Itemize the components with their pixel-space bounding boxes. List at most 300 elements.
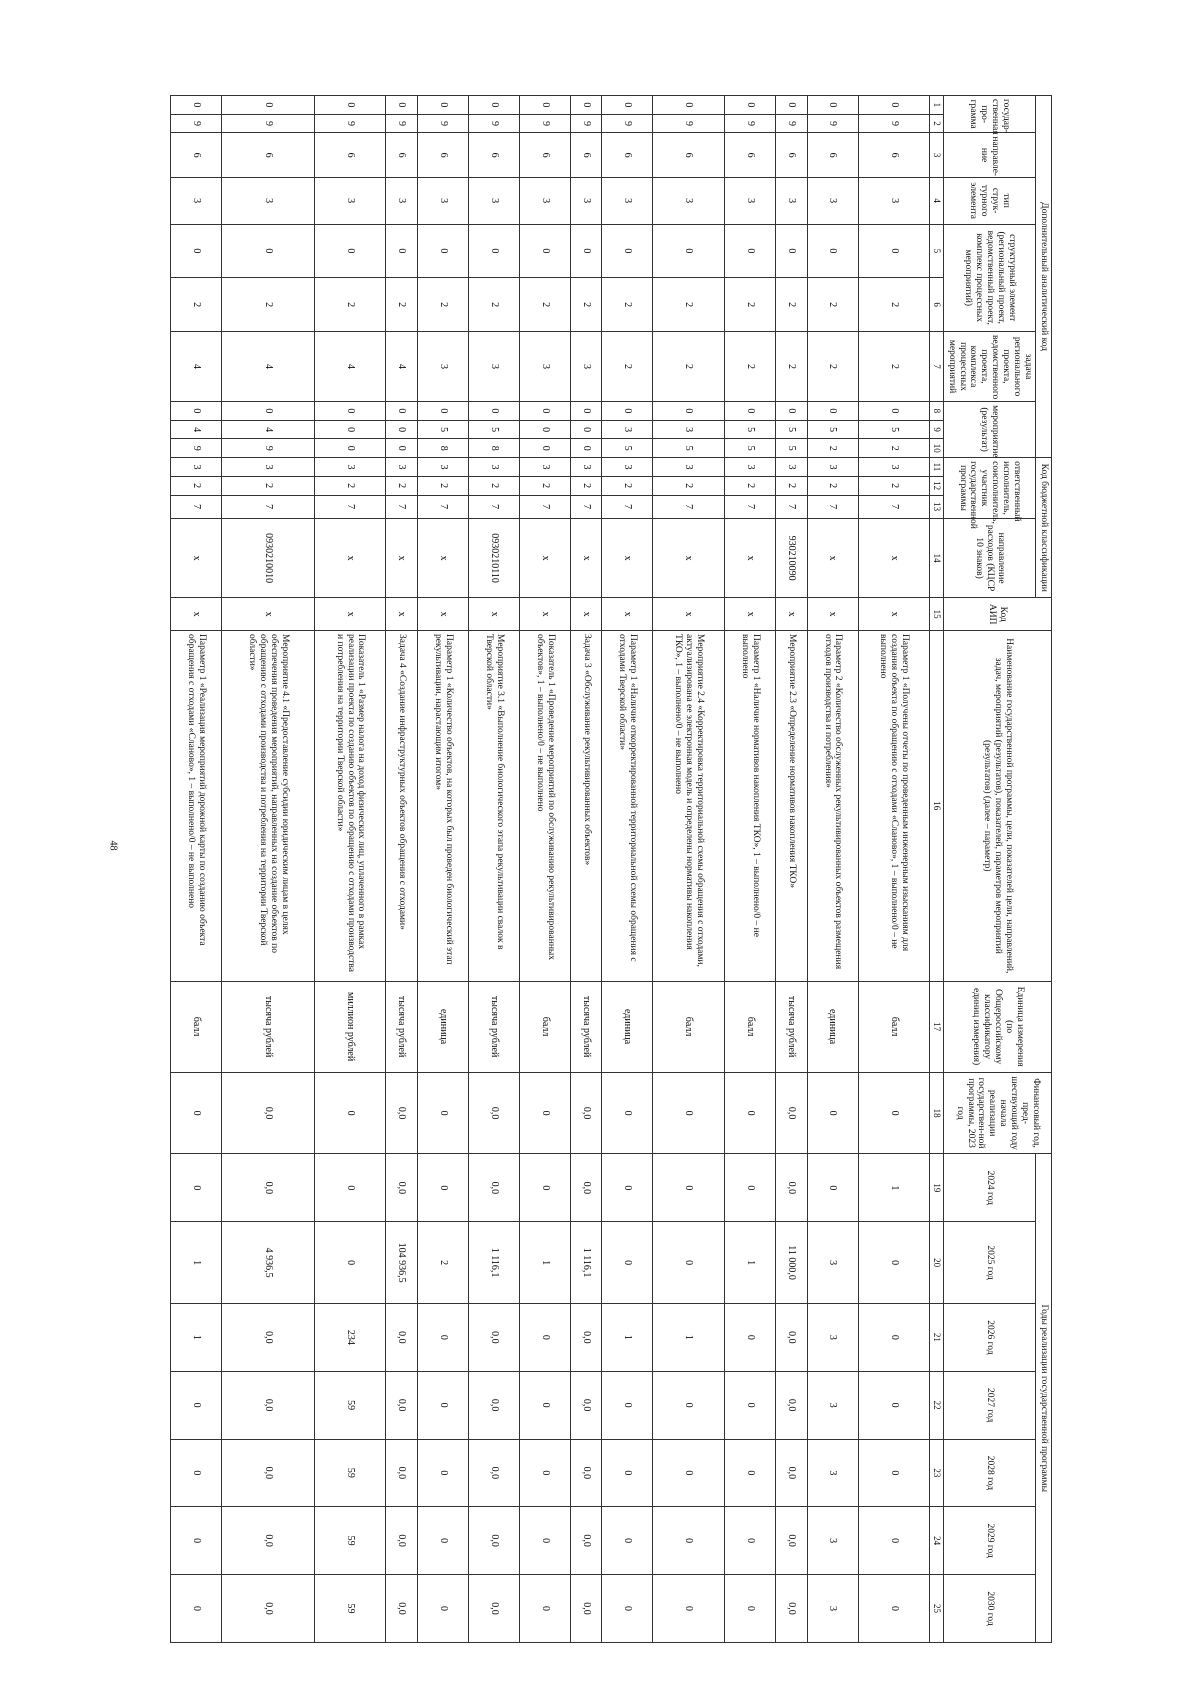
code-cell: 6	[725, 133, 776, 177]
value-cell: 0	[858, 1575, 930, 1643]
code-cell: 0	[314, 420, 386, 439]
expense-direction-header: направление расходов (КЦСР 10 знаков)	[943, 518, 1035, 597]
code-cell: 4	[171, 331, 222, 401]
code-cell: 0	[776, 224, 807, 278]
value-cell: 0	[417, 1072, 468, 1154]
value-cell: 0	[653, 1507, 725, 1575]
code-cell: 3	[858, 177, 930, 224]
unit-cell: единица	[417, 981, 468, 1072]
code-cell: 0	[519, 224, 570, 278]
budget-table-sheet	[170, 95, 1052, 1643]
code-cell: 2	[386, 476, 417, 495]
code-cell: 7	[222, 495, 315, 518]
unit-cell: тысяча рублей	[570, 981, 601, 1072]
code-cell: 0930210110	[468, 518, 519, 597]
code-cell: 6	[171, 133, 222, 177]
code-cell: x	[725, 598, 776, 631]
value-cell: 234	[314, 1304, 386, 1372]
value-cell: 0	[858, 1222, 930, 1304]
code-cell: 7	[570, 495, 601, 518]
name-cell: Параметр 1 «Реализация мероприятий дорожной карты по созданию объекта обращения с отходами «Сланово», 1 – выполнено/0 – не выполнено	[171, 631, 222, 982]
code-cell: 0	[171, 96, 222, 115]
code-cell: 0	[725, 96, 776, 115]
code-cell: 6	[386, 133, 417, 177]
code-cell: 7	[417, 495, 468, 518]
unit-cell: тысяча рублей	[468, 981, 519, 1072]
code-cell: 8	[417, 439, 468, 458]
value-cell: 0	[171, 1507, 222, 1575]
table-row	[171, 96, 222, 1643]
code-cell: 2	[570, 476, 601, 495]
code-cell: 0	[386, 224, 417, 278]
value-cell: 0,0	[776, 1072, 807, 1154]
value-cell: 0	[725, 1371, 776, 1439]
year-header: 2027 год	[943, 1371, 1035, 1439]
code-cell: x	[602, 598, 653, 631]
code-cell: 7	[725, 495, 776, 518]
code-cell: 9	[468, 114, 519, 133]
table-row	[570, 96, 601, 1643]
value-cell: 2	[417, 1222, 468, 1304]
code-cell: 3	[417, 458, 468, 477]
value-cell: 1	[858, 1154, 930, 1222]
code-cell: 5	[653, 439, 725, 458]
column-number: 14	[930, 518, 943, 597]
value-cell: 0	[171, 1072, 222, 1154]
code-cell: 3	[776, 458, 807, 477]
column-number: 4	[930, 177, 943, 224]
column-number: 19	[930, 1154, 943, 1222]
code-cell: 2	[570, 278, 601, 332]
value-cell: 0	[653, 1154, 725, 1222]
value-cell: 104 936,5	[386, 1222, 417, 1304]
code-cell: 0	[725, 402, 776, 421]
name-cell: Параметр 1 «Наличие откорректированной территориальной схемы обращения с отходами Тверской области»	[602, 631, 653, 982]
column-number: 8	[930, 402, 943, 421]
value-cell: 0	[417, 1575, 468, 1643]
code-cell: 0	[570, 402, 601, 421]
code-cell: 7	[386, 495, 417, 518]
code-cell: 9	[858, 114, 930, 133]
code-cell: 3	[519, 458, 570, 477]
code-cell: 0	[468, 224, 519, 278]
value-cell: 11 000,0	[776, 1222, 807, 1304]
value-cell: 59	[314, 1371, 386, 1439]
code-cell: 2	[725, 331, 776, 401]
code-cell: 0	[776, 96, 807, 115]
value-cell: 0	[807, 1072, 858, 1154]
code-cell: 7	[468, 495, 519, 518]
value-cell: 3	[807, 1507, 858, 1575]
unit-cell: единица	[602, 981, 653, 1072]
column-number: 13	[930, 495, 943, 518]
value-cell: 0,0	[468, 1371, 519, 1439]
code-cell: 0	[386, 420, 417, 439]
value-cell: 1	[725, 1222, 776, 1304]
value-cell: 0	[653, 1222, 725, 1304]
value-cell: 0	[602, 1439, 653, 1507]
value-cell: 59	[314, 1439, 386, 1507]
code-cell: 6	[417, 133, 468, 177]
value-cell: 1 116,1	[468, 1222, 519, 1304]
code-cell: 8	[468, 439, 519, 458]
value-cell: 0	[417, 1371, 468, 1439]
code-cell: 3	[602, 177, 653, 224]
code-cell: 0	[602, 96, 653, 115]
year-header: 2024 год	[943, 1154, 1035, 1222]
years-group-header: Годы реализации государственной программы	[1036, 1154, 1052, 1643]
value-cell: 0	[602, 1072, 653, 1154]
code-cell: x	[725, 518, 776, 597]
name-cell: Параметр 1 «Количество объектов, на которых был проведен биологический этап рекультивации, нарастающим итогом»	[417, 631, 468, 982]
code-cell: 9	[519, 114, 570, 133]
code-cell: 7	[776, 495, 807, 518]
code-cell: 9	[386, 114, 417, 133]
code-cell: 3	[171, 458, 222, 477]
code-cell: 2	[858, 331, 930, 401]
value-cell: 0,0	[222, 1507, 315, 1575]
value-cell: 3	[807, 1222, 858, 1304]
value-cell: 3	[807, 1575, 858, 1643]
unit-header: Единица измерения (по Общероссийскому классификатору единиц измерения)	[943, 981, 1051, 1072]
code-cell: 0	[653, 96, 725, 115]
code-cell: 6	[314, 133, 386, 177]
code-cell: x	[653, 598, 725, 631]
value-cell: 0	[602, 1371, 653, 1439]
column-number: 9	[930, 420, 943, 439]
unit-cell: балл	[653, 981, 725, 1072]
code-cell: 0	[858, 402, 930, 421]
name-cell: Мероприятие 4.1 «Предоставление субсидии юридическим лицам в целях обеспечения проведения мероприятий, направленных на создание объектов по обращению с отходами производства и потребления на территории Тверской области»	[222, 631, 315, 982]
code-cell: 6	[602, 133, 653, 177]
value-cell: 0	[602, 1154, 653, 1222]
code-cell: 3	[222, 177, 315, 224]
unit-cell: балл	[725, 981, 776, 1072]
value-cell: 1	[171, 1304, 222, 1372]
code-cell: 0	[725, 224, 776, 278]
value-cell: 0,0	[570, 1072, 601, 1154]
code-cell: 930210090	[776, 518, 807, 597]
code-cell: 5	[602, 439, 653, 458]
value-cell: 0	[519, 1072, 570, 1154]
unit-cell: единица	[807, 981, 858, 1072]
fin-year-header: Финансовый год, пред-шествующий году начала реализации государствен-ной программы, 2023 год	[943, 1072, 1051, 1154]
value-cell: 0	[314, 1222, 386, 1304]
value-cell: 0,0	[386, 1575, 417, 1643]
code-cell: 0	[858, 96, 930, 115]
code-cell: 3	[386, 177, 417, 224]
table-row	[386, 96, 417, 1643]
code-cell: 5	[776, 420, 807, 439]
value-cell: 3	[807, 1371, 858, 1439]
code-cell: 9	[417, 114, 468, 133]
value-cell: 0,0	[468, 1154, 519, 1222]
code-cell: x	[468, 598, 519, 631]
code-cell: 6	[807, 133, 858, 177]
code-cell: 0	[417, 402, 468, 421]
name-cell: Параметр 1 «Получены отчеты по проведенным инженерным изысканиям для создания объекта по обращению с отходами «Сланово», 1 – выполнено/0 – не выполнено	[858, 631, 930, 982]
code-cell: 2	[468, 278, 519, 332]
code-cell: 9	[171, 114, 222, 133]
code-cell: 2	[807, 331, 858, 401]
code-cell: x	[807, 518, 858, 597]
code-cell: 5	[417, 420, 468, 439]
value-cell: 0	[314, 1154, 386, 1222]
column-number: 16	[930, 631, 943, 982]
column-number: 23	[930, 1439, 943, 1507]
code-cell: 3	[807, 458, 858, 477]
code-cell: 9	[222, 114, 315, 133]
code-cell: 3	[602, 420, 653, 439]
value-cell: 0,0	[776, 1575, 807, 1643]
code-cell: 2	[417, 278, 468, 332]
value-cell: 0	[858, 1304, 930, 1372]
code-cell: x	[602, 518, 653, 597]
code-cell: 2	[725, 476, 776, 495]
year-header: 2025 год	[943, 1222, 1035, 1304]
value-cell: 0,0	[570, 1154, 601, 1222]
direction-header: направле-ние	[943, 133, 1035, 177]
name-cell: Мероприятие 2.4 «Корректировка территориальной схемы обращения с отходами, актуализирована ее электронная модель и определены нормативы накопления ТКО», 1 – выполнено/0 – не выполнено	[653, 631, 725, 982]
code-cell: 6	[468, 133, 519, 177]
column-number: 10	[930, 439, 943, 458]
table-row	[314, 96, 386, 1643]
year-header: 2029 год	[943, 1507, 1035, 1575]
unit-cell: миллион рублей	[314, 981, 386, 1072]
code-cell: 0	[417, 96, 468, 115]
value-cell: 0,0	[468, 1507, 519, 1575]
code-cell: 0	[570, 439, 601, 458]
aip-code-header: Код АИП	[943, 598, 1051, 631]
value-cell: 0	[171, 1371, 222, 1439]
code-cell: 0	[776, 402, 807, 421]
value-cell: 0,0	[468, 1072, 519, 1154]
value-cell: 0,0	[386, 1304, 417, 1372]
value-cell: 0	[725, 1154, 776, 1222]
year-header: 2026 год	[943, 1304, 1035, 1372]
year-header: 2028 год	[943, 1439, 1035, 1507]
value-cell: 0	[858, 1439, 930, 1507]
structure-type-header: тип струк-турного элемента	[943, 177, 1035, 224]
program-header: государ-ственная про-грамма	[943, 96, 1035, 133]
value-cell: 0,0	[222, 1304, 315, 1372]
code-cell: 9	[171, 439, 222, 458]
code-cell: x	[222, 598, 315, 631]
value-cell: 0,0	[570, 1575, 601, 1643]
unit-cell: балл	[171, 981, 222, 1072]
code-cell: 2	[776, 331, 807, 401]
value-cell: 0	[858, 1507, 930, 1575]
code-cell: 3	[314, 177, 386, 224]
value-cell: 0	[519, 1575, 570, 1643]
code-cell: 2	[776, 476, 807, 495]
code-cell: 7	[602, 495, 653, 518]
column-number: 5	[930, 224, 943, 278]
code-cell: 2	[314, 278, 386, 332]
code-cell: 3	[417, 331, 468, 401]
additional-code-header: Дополнительный аналитический код	[1036, 96, 1052, 458]
code-cell: 0	[858, 224, 930, 278]
code-cell: 2	[519, 476, 570, 495]
value-cell: 59	[314, 1507, 386, 1575]
code-cell: 2	[725, 278, 776, 332]
value-cell: 0	[314, 1072, 386, 1154]
name-cell: Мероприятие 3.1 «Выполнение биологического этапа рекультивации свалок в Тверской области»	[468, 631, 519, 982]
name-cell: Параметр 1 «Наличие нормативов накопления ТКО», 1 – выполнено/0 – не выполнено	[725, 631, 776, 982]
event-header: мероприятие (результат)	[943, 402, 1035, 458]
code-cell: 7	[171, 495, 222, 518]
value-cell: 0	[417, 1507, 468, 1575]
value-cell: 0	[171, 1439, 222, 1507]
value-cell: 0	[519, 1371, 570, 1439]
code-cell: 3	[725, 458, 776, 477]
value-cell: 0	[519, 1154, 570, 1222]
code-cell: x	[171, 518, 222, 597]
column-number: 21	[930, 1304, 943, 1372]
code-cell: 6	[570, 133, 601, 177]
code-cell: 3	[314, 458, 386, 477]
unit-cell: тысяча рублей	[222, 981, 315, 1072]
value-cell: 0	[725, 1439, 776, 1507]
code-cell: 0	[386, 439, 417, 458]
value-cell: 0,0	[222, 1154, 315, 1222]
code-cell: 2	[519, 278, 570, 332]
value-cell: 4 936,5	[222, 1222, 315, 1304]
value-cell: 0	[417, 1439, 468, 1507]
value-cell: 0,0	[386, 1154, 417, 1222]
code-cell: 5	[858, 420, 930, 439]
code-cell: 0	[653, 224, 725, 278]
code-cell: x	[519, 598, 570, 631]
table-row	[602, 96, 653, 1643]
code-cell: 0	[602, 402, 653, 421]
structure-element-header: структурный элемент (региональный проект, ведомственный проект, комплекс процессных мероприятий)	[943, 224, 1035, 331]
value-cell: 0,0	[222, 1575, 315, 1643]
value-cell: 0	[858, 1072, 930, 1154]
code-cell: 4	[222, 420, 315, 439]
code-cell: 0	[602, 224, 653, 278]
value-cell: 0	[171, 1575, 222, 1643]
value-cell: 0,0	[570, 1439, 601, 1507]
year-header: 2030 год	[943, 1575, 1035, 1643]
code-cell: 0	[314, 96, 386, 115]
code-cell: 3	[653, 177, 725, 224]
code-cell: 2	[858, 439, 930, 458]
executor-header: ответственный исполнитель, соисполнитель, участник государственной программы	[943, 458, 1035, 519]
code-cell: 2	[417, 476, 468, 495]
code-cell: 3	[417, 177, 468, 224]
budget-code-header: Код бюджетной классификации	[1036, 458, 1052, 598]
table-row	[807, 96, 858, 1643]
code-cell: x	[386, 598, 417, 631]
value-cell: 0,0	[570, 1507, 601, 1575]
code-cell: 5	[468, 420, 519, 439]
code-cell: x	[417, 598, 468, 631]
code-cell: 7	[653, 495, 725, 518]
value-cell: 0	[602, 1575, 653, 1643]
code-cell: 2	[171, 476, 222, 495]
code-cell: 3	[171, 177, 222, 224]
value-cell: 0,0	[386, 1371, 417, 1439]
code-cell: 7	[858, 495, 930, 518]
code-cell: 3	[858, 458, 930, 477]
table-body	[171, 96, 930, 1643]
value-cell: 1	[602, 1304, 653, 1372]
unit-cell: тысяча рублей	[386, 981, 417, 1072]
code-cell: 0	[222, 96, 315, 115]
code-cell: x	[653, 518, 725, 597]
value-cell: 0	[653, 1439, 725, 1507]
code-cell: x	[570, 598, 601, 631]
code-cell: 9	[653, 114, 725, 133]
code-cell: x	[314, 598, 386, 631]
column-number: 2	[930, 114, 943, 133]
code-cell: x	[417, 518, 468, 597]
code-cell: 9	[776, 114, 807, 133]
column-number: 12	[930, 476, 943, 495]
code-cell: 3	[519, 331, 570, 401]
column-number: 25	[930, 1575, 943, 1643]
code-cell: 2	[602, 278, 653, 332]
code-cell: 3	[519, 177, 570, 224]
column-number: 24	[930, 1507, 943, 1575]
code-cell: 3	[725, 177, 776, 224]
value-cell: 1	[653, 1304, 725, 1372]
code-cell: x	[858, 518, 930, 597]
code-cell: 3	[468, 331, 519, 401]
code-cell: 5	[725, 420, 776, 439]
code-cell: 2	[858, 278, 930, 332]
value-cell: 0	[519, 1304, 570, 1372]
code-cell: 5	[725, 439, 776, 458]
code-cell: 3	[570, 177, 601, 224]
code-cell: 0	[386, 96, 417, 115]
code-cell: 0	[171, 224, 222, 278]
code-cell: 0	[314, 402, 386, 421]
name-cell: Показатель 1 «Проведение мероприятий по обслуживанию рекультивированных объектов», 1 – выполнено/0 – не выполнено	[519, 631, 570, 982]
value-cell: 0	[653, 1072, 725, 1154]
name-cell: Мероприятие 2.3 «Определение нормативов накопления ТКО»	[776, 631, 807, 982]
code-cell: 0	[222, 402, 315, 421]
code-cell: 2	[468, 476, 519, 495]
value-cell: 0	[602, 1222, 653, 1304]
code-cell: 7	[314, 495, 386, 518]
unit-cell: балл	[519, 981, 570, 1072]
value-cell: 0,0	[776, 1371, 807, 1439]
code-cell: 2	[807, 439, 858, 458]
value-cell: 0,0	[222, 1371, 315, 1439]
value-cell: 0,0	[386, 1072, 417, 1154]
column-number: 6	[930, 278, 943, 332]
code-cell: 2	[602, 331, 653, 401]
code-cell: 2	[858, 476, 930, 495]
value-cell: 0,0	[386, 1439, 417, 1507]
column-number: 22	[930, 1371, 943, 1439]
unit-cell: балл	[858, 981, 930, 1072]
code-cell: 0	[468, 96, 519, 115]
code-cell: 2	[386, 278, 417, 332]
code-cell: 0	[519, 439, 570, 458]
code-cell: 0	[417, 224, 468, 278]
code-cell: 9	[602, 114, 653, 133]
name-header: Наименование государственной программы, цели, показателей цели, направлений, задач, мероприятий (результатов), показателей, параметров мероприятий (результатов) (далее – параметр)	[943, 631, 1051, 982]
column-number: 7	[930, 331, 943, 401]
program-indicators-table	[170, 95, 1052, 1643]
value-cell: 0	[725, 1304, 776, 1372]
code-cell: 4	[222, 331, 315, 401]
code-cell: 3	[653, 458, 725, 477]
code-cell: x	[858, 598, 930, 631]
